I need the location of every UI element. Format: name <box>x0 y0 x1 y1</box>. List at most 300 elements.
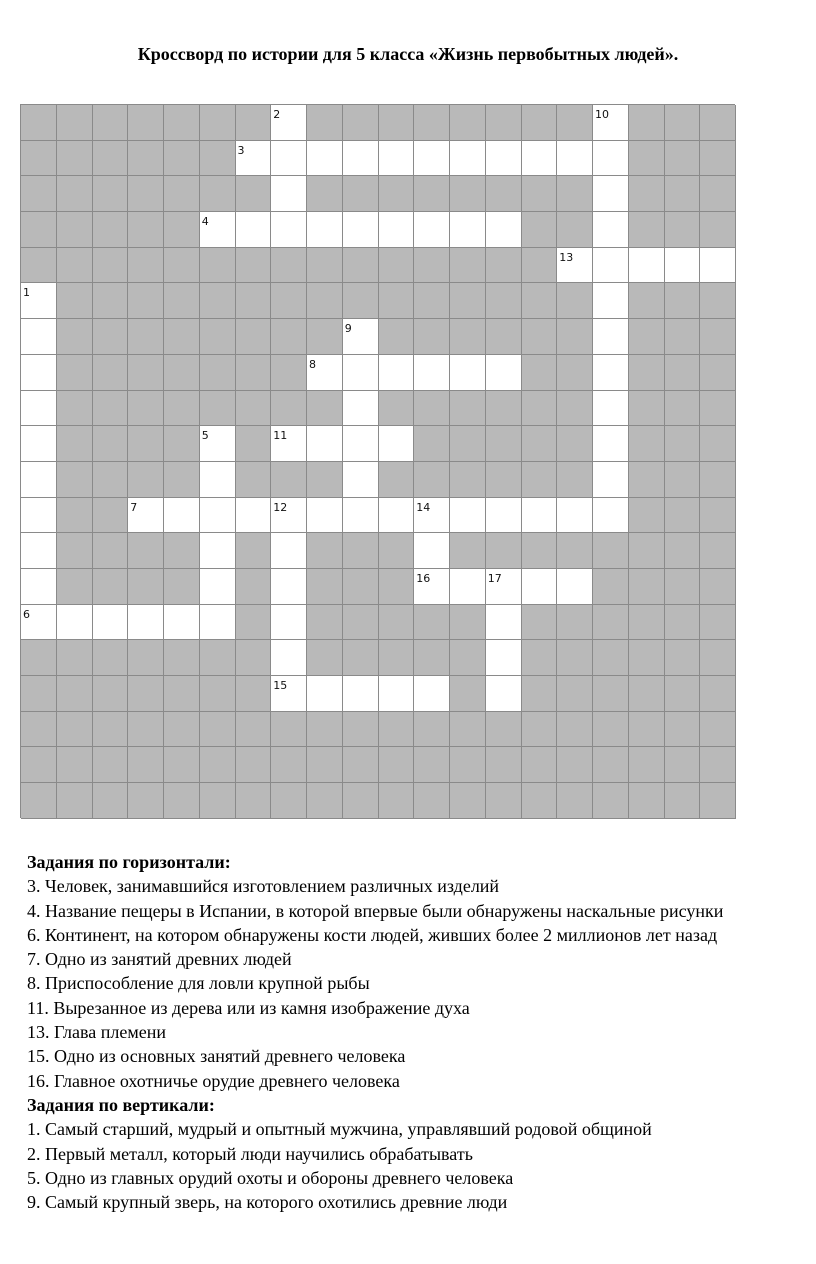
crossword-cell[interactable] <box>522 498 558 534</box>
crossword-blocked-cell <box>236 747 272 783</box>
crossword-grid <box>20 104 735 818</box>
across-clue: 15. Одно из основных занятий древнего человека <box>27 1046 406 1067</box>
crossword-cell[interactable] <box>271 605 307 641</box>
crossword-cell[interactable] <box>164 605 200 641</box>
crossword-cell[interactable] <box>21 498 57 534</box>
crossword-blocked-cell <box>522 783 558 819</box>
crossword-cell[interactable] <box>200 605 236 641</box>
crossword-cell[interactable] <box>271 212 307 248</box>
crossword-blocked-cell <box>128 248 164 284</box>
crossword-blocked-cell <box>414 640 450 676</box>
crossword-cell[interactable] <box>557 498 593 534</box>
crossword-blocked-cell <box>236 640 272 676</box>
crossword-blocked-cell <box>307 462 343 498</box>
crossword-cell[interactable] <box>343 212 379 248</box>
crossword-cell[interactable] <box>593 248 629 284</box>
crossword-cell[interactable] <box>593 355 629 391</box>
crossword-blocked-cell <box>557 391 593 427</box>
crossword-cell[interactable] <box>593 141 629 177</box>
crossword-blocked-cell <box>307 640 343 676</box>
crossword-cell[interactable] <box>307 141 343 177</box>
crossword-blocked-cell <box>128 783 164 819</box>
crossword-blocked-cell <box>93 676 129 712</box>
crossword-cell[interactable] <box>379 355 415 391</box>
crossword-blocked-cell <box>700 462 736 498</box>
crossword-cell[interactable] <box>486 355 522 391</box>
crossword-blocked-cell <box>486 783 522 819</box>
crossword-cell[interactable] <box>343 355 379 391</box>
across-clue: 16. Главное охотничье орудие древнего человека <box>27 1070 400 1091</box>
crossword-blocked-cell <box>307 712 343 748</box>
crossword-blocked-cell <box>164 176 200 212</box>
down-clue: 2. Первый металл, который люди научились обрабатывать <box>27 1143 473 1164</box>
crossword-blocked-cell <box>93 176 129 212</box>
crossword-blocked-cell <box>164 141 200 177</box>
crossword-blocked-cell <box>236 176 272 212</box>
crossword-cell[interactable] <box>271 498 307 534</box>
crossword-blocked-cell <box>522 605 558 641</box>
crossword-cell[interactable] <box>557 569 593 605</box>
crossword-cell[interactable] <box>21 391 57 427</box>
crossword-blocked-cell <box>629 212 665 248</box>
crossword-blocked-cell <box>21 248 57 284</box>
crossword-blocked-cell <box>343 747 379 783</box>
crossword-blocked-cell <box>379 569 415 605</box>
crossword-blocked-cell <box>93 248 129 284</box>
crossword-cell[interactable] <box>486 498 522 534</box>
crossword-cell[interactable] <box>379 498 415 534</box>
crossword-blocked-cell <box>593 783 629 819</box>
crossword-blocked-cell <box>236 783 272 819</box>
crossword-blocked-cell <box>164 712 200 748</box>
crossword-blocked-cell <box>665 391 701 427</box>
clue-number: 3 <box>237 143 245 157</box>
crossword-blocked-cell <box>486 319 522 355</box>
crossword-blocked-cell <box>665 176 701 212</box>
crossword-blocked-cell <box>557 212 593 248</box>
crossword-blocked-cell <box>700 355 736 391</box>
crossword-blocked-cell <box>450 248 486 284</box>
crossword-cell[interactable] <box>414 676 450 712</box>
crossword-blocked-cell <box>557 533 593 569</box>
crossword-blocked-cell <box>629 747 665 783</box>
crossword-blocked-cell <box>414 605 450 641</box>
crossword-cell[interactable] <box>486 141 522 177</box>
crossword-blocked-cell <box>665 640 701 676</box>
crossword-cell[interactable] <box>486 569 522 605</box>
crossword-blocked-cell <box>271 355 307 391</box>
crossword-blocked-cell <box>307 533 343 569</box>
crossword-blocked-cell <box>93 533 129 569</box>
crossword-cell[interactable] <box>593 426 629 462</box>
crossword-blocked-cell <box>665 141 701 177</box>
crossword-blocked-cell <box>164 426 200 462</box>
crossword-blocked-cell <box>700 498 736 534</box>
crossword-blocked-cell <box>593 712 629 748</box>
crossword-blocked-cell <box>700 212 736 248</box>
crossword-blocked-cell <box>128 141 164 177</box>
crossword-blocked-cell <box>700 783 736 819</box>
crossword-blocked-cell <box>343 640 379 676</box>
crossword-blocked-cell <box>522 426 558 462</box>
crossword-blocked-cell <box>665 533 701 569</box>
crossword-blocked-cell <box>629 462 665 498</box>
crossword-blocked-cell <box>450 605 486 641</box>
crossword-cell[interactable] <box>343 319 379 355</box>
crossword-cell[interactable] <box>307 212 343 248</box>
crossword-blocked-cell <box>236 533 272 569</box>
crossword-cell[interactable] <box>271 533 307 569</box>
crossword-blocked-cell <box>379 176 415 212</box>
crossword-cell[interactable] <box>21 283 57 319</box>
crossword-blocked-cell <box>414 319 450 355</box>
crossword-cell[interactable] <box>57 605 93 641</box>
crossword-blocked-cell <box>200 783 236 819</box>
crossword-cell[interactable] <box>593 498 629 534</box>
crossword-blocked-cell <box>700 676 736 712</box>
crossword-cell[interactable] <box>593 391 629 427</box>
crossword-blocked-cell <box>379 283 415 319</box>
crossword-blocked-cell <box>450 747 486 783</box>
crossword-cell[interactable] <box>665 248 701 284</box>
clue-number: 1 <box>23 286 30 300</box>
crossword-cell[interactable] <box>128 605 164 641</box>
across-clue: 13. Глава племени <box>27 1022 167 1043</box>
crossword-blocked-cell <box>379 391 415 427</box>
crossword-blocked-cell <box>57 319 93 355</box>
crossword-cell[interactable] <box>128 498 164 534</box>
crossword-cell[interactable] <box>21 462 57 498</box>
crossword-cell[interactable] <box>236 498 272 534</box>
across-clue: 7. Одно из занятий древних людей <box>27 949 292 970</box>
crossword-blocked-cell <box>93 212 129 248</box>
crossword-blocked-cell <box>522 747 558 783</box>
crossword-blocked-cell <box>21 712 57 748</box>
crossword-blocked-cell <box>307 747 343 783</box>
crossword-blocked-cell <box>93 569 129 605</box>
crossword-blocked-cell <box>379 747 415 783</box>
crossword-blocked-cell <box>343 783 379 819</box>
crossword-blocked-cell <box>522 212 558 248</box>
crossword-cell[interactable] <box>450 355 486 391</box>
crossword-blocked-cell <box>450 783 486 819</box>
across-clue: 3. Человек, занимавшийся изготовлением различных изделий <box>27 876 500 897</box>
crossword-blocked-cell <box>414 462 450 498</box>
crossword-blocked-cell <box>343 105 379 141</box>
crossword-blocked-cell <box>450 426 486 462</box>
crossword-blocked-cell <box>271 712 307 748</box>
crossword-blocked-cell <box>57 141 93 177</box>
crossword-cell[interactable] <box>93 605 129 641</box>
clue-number: 10 <box>595 108 609 121</box>
crossword-cell[interactable] <box>593 462 629 498</box>
crossword-blocked-cell <box>450 640 486 676</box>
crossword-blocked-cell <box>414 176 450 212</box>
crossword-cell[interactable] <box>486 605 522 641</box>
crossword-cell[interactable] <box>21 605 57 641</box>
crossword-cell[interactable] <box>343 498 379 534</box>
crossword-cell[interactable] <box>414 212 450 248</box>
crossword-cell[interactable] <box>200 212 236 248</box>
crossword-cell[interactable] <box>271 176 307 212</box>
crossword-blocked-cell <box>21 176 57 212</box>
crossword-cell[interactable] <box>271 640 307 676</box>
crossword-blocked-cell <box>164 319 200 355</box>
crossword-blocked-cell <box>128 426 164 462</box>
crossword-blocked-cell <box>700 605 736 641</box>
crossword-blocked-cell <box>629 176 665 212</box>
crossword-cell[interactable] <box>450 569 486 605</box>
crossword-blocked-cell <box>21 105 57 141</box>
crossword-blocked-cell <box>57 212 93 248</box>
crossword-blocked-cell <box>164 676 200 712</box>
crossword-blocked-cell <box>128 533 164 569</box>
crossword-blocked-cell <box>522 248 558 284</box>
crossword-cell[interactable] <box>21 319 57 355</box>
crossword-cell[interactable] <box>522 141 558 177</box>
crossword-blocked-cell <box>414 248 450 284</box>
crossword-blocked-cell <box>700 319 736 355</box>
crossword-cell[interactable] <box>557 141 593 177</box>
crossword-blocked-cell <box>522 712 558 748</box>
clue-number: 8 <box>309 357 316 371</box>
crossword-blocked-cell <box>271 462 307 498</box>
crossword-cell[interactable] <box>343 462 379 498</box>
crossword-cell[interactable] <box>21 426 57 462</box>
crossword-blocked-cell <box>665 462 701 498</box>
crossword-cell[interactable] <box>21 355 57 391</box>
crossword-blocked-cell <box>557 176 593 212</box>
crossword-cell[interactable] <box>486 676 522 712</box>
crossword-blocked-cell <box>57 391 93 427</box>
crossword-blocked-cell <box>665 783 701 819</box>
crossword-blocked-cell <box>379 783 415 819</box>
crossword-cell[interactable] <box>379 141 415 177</box>
crossword-cell[interactable] <box>343 676 379 712</box>
crossword-blocked-cell <box>700 640 736 676</box>
crossword-blocked-cell <box>379 640 415 676</box>
crossword-blocked-cell <box>93 391 129 427</box>
crossword-blocked-cell <box>665 569 701 605</box>
crossword-blocked-cell <box>93 141 129 177</box>
crossword-cell[interactable] <box>200 426 236 462</box>
crossword-cell[interactable] <box>593 283 629 319</box>
crossword-blocked-cell <box>200 640 236 676</box>
crossword-blocked-cell <box>629 605 665 641</box>
crossword-cell[interactable] <box>200 569 236 605</box>
crossword-blocked-cell <box>700 141 736 177</box>
crossword-blocked-cell <box>343 712 379 748</box>
crossword-blocked-cell <box>93 355 129 391</box>
crossword-blocked-cell <box>57 533 93 569</box>
crossword-blocked-cell <box>164 283 200 319</box>
crossword-cell[interactable] <box>414 569 450 605</box>
clue-number: 16 <box>416 571 431 585</box>
crossword-blocked-cell <box>200 319 236 355</box>
crossword-blocked-cell <box>557 747 593 783</box>
down-heading: Задания по вертикали: <box>27 1094 215 1115</box>
crossword-blocked-cell <box>522 105 558 141</box>
crossword-blocked-cell <box>21 747 57 783</box>
crossword-cell[interactable] <box>414 355 450 391</box>
crossword-blocked-cell <box>665 212 701 248</box>
crossword-cell[interactable] <box>414 498 450 534</box>
crossword-blocked-cell <box>629 283 665 319</box>
crossword-cell[interactable] <box>450 498 486 534</box>
crossword-cell[interactable] <box>343 391 379 427</box>
crossword-cell[interactable] <box>271 426 307 462</box>
crossword-blocked-cell <box>379 462 415 498</box>
crossword-blocked-cell <box>57 176 93 212</box>
clue-number: 12 <box>273 500 288 514</box>
crossword-cell[interactable] <box>200 462 236 498</box>
crossword-cell[interactable] <box>629 248 665 284</box>
crossword-blocked-cell <box>700 569 736 605</box>
crossword-blocked-cell <box>200 391 236 427</box>
crossword-blocked-cell <box>200 676 236 712</box>
crossword-cell[interactable] <box>450 212 486 248</box>
crossword-blocked-cell <box>128 212 164 248</box>
crossword-blocked-cell <box>486 105 522 141</box>
crossword-cell[interactable] <box>700 248 736 284</box>
crossword-cell[interactable] <box>271 105 307 141</box>
crossword-cell[interactable] <box>379 426 415 462</box>
crossword-blocked-cell <box>164 105 200 141</box>
crossword-blocked-cell <box>700 426 736 462</box>
crossword-cell[interactable] <box>414 141 450 177</box>
crossword-cell[interactable] <box>236 212 272 248</box>
crossword-blocked-cell <box>665 712 701 748</box>
crossword-blocked-cell <box>307 176 343 212</box>
crossword-blocked-cell <box>307 248 343 284</box>
clue-number: 11 <box>273 429 288 443</box>
crossword-blocked-cell <box>271 248 307 284</box>
crossword-cell[interactable] <box>200 533 236 569</box>
crossword-cell[interactable] <box>307 676 343 712</box>
crossword-blocked-cell <box>486 426 522 462</box>
crossword-blocked-cell <box>93 640 129 676</box>
crossword-cell[interactable] <box>307 426 343 462</box>
crossword-blocked-cell <box>665 105 701 141</box>
crossword-cell[interactable] <box>271 676 307 712</box>
crossword-blocked-cell <box>57 640 93 676</box>
crossword-blocked-cell <box>379 533 415 569</box>
crossword-blocked-cell <box>164 747 200 783</box>
crossword-blocked-cell <box>414 283 450 319</box>
crossword-blocked-cell <box>665 676 701 712</box>
crossword-cell[interactable] <box>21 533 57 569</box>
crossword-blocked-cell <box>629 640 665 676</box>
crossword-cell[interactable] <box>200 498 236 534</box>
crossword-cell[interactable] <box>343 141 379 177</box>
crossword-blocked-cell <box>414 105 450 141</box>
crossword-blocked-cell <box>450 319 486 355</box>
crossword-blocked-cell <box>593 569 629 605</box>
crossword-blocked-cell <box>629 676 665 712</box>
crossword-cell[interactable] <box>593 105 629 141</box>
crossword-cell[interactable] <box>593 212 629 248</box>
crossword-blocked-cell <box>343 533 379 569</box>
across-heading: Задания по горизонтали: <box>27 852 231 872</box>
crossword-blocked-cell <box>271 391 307 427</box>
crossword-blocked-cell <box>665 283 701 319</box>
crossword-blocked-cell <box>486 462 522 498</box>
crossword-cell[interactable] <box>343 426 379 462</box>
crossword-blocked-cell <box>414 747 450 783</box>
crossword-cell[interactable] <box>236 141 272 177</box>
crossword-blocked-cell <box>379 319 415 355</box>
crossword-blocked-cell <box>236 462 272 498</box>
crossword-blocked-cell <box>200 712 236 748</box>
crossword-blocked-cell <box>629 355 665 391</box>
crossword-cell[interactable] <box>307 498 343 534</box>
crossword-blocked-cell <box>164 533 200 569</box>
crossword-blocked-cell <box>57 105 93 141</box>
crossword-blocked-cell <box>57 355 93 391</box>
crossword-blocked-cell <box>271 319 307 355</box>
crossword-cell[interactable] <box>557 248 593 284</box>
crossword-blocked-cell <box>414 783 450 819</box>
crossword-cell[interactable] <box>21 569 57 605</box>
crossword-blocked-cell <box>343 605 379 641</box>
crossword-blocked-cell <box>307 569 343 605</box>
crossword-blocked-cell <box>236 248 272 284</box>
crossword-blocked-cell <box>164 355 200 391</box>
crossword-blocked-cell <box>700 747 736 783</box>
crossword-cell[interactable] <box>271 569 307 605</box>
crossword-cell[interactable] <box>486 212 522 248</box>
crossword-cell[interactable] <box>414 533 450 569</box>
crossword-cell[interactable] <box>379 212 415 248</box>
crossword-blocked-cell <box>486 176 522 212</box>
across-clue: 6. Континент, на котором обнаружены кости людей, живших более 2 миллионов лет назад <box>27 924 718 945</box>
crossword-blocked-cell <box>522 355 558 391</box>
crossword-cell[interactable] <box>522 569 558 605</box>
crossword-blocked-cell <box>343 283 379 319</box>
crossword-blocked-cell <box>93 426 129 462</box>
crossword-cell[interactable] <box>450 141 486 177</box>
crossword-blocked-cell <box>414 712 450 748</box>
crossword-cell[interactable] <box>307 355 343 391</box>
crossword-blocked-cell <box>21 783 57 819</box>
across-clue: 4. Название пещеры в Испании, в которой впервые были обнаружены наскальные рисунки <box>27 900 724 921</box>
crossword-blocked-cell <box>629 319 665 355</box>
crossword-cell[interactable] <box>486 640 522 676</box>
clues-section <box>0 850 816 1214</box>
crossword-blocked-cell <box>450 462 486 498</box>
crossword-cell[interactable] <box>593 176 629 212</box>
crossword-blocked-cell <box>57 712 93 748</box>
page-title: Кроссворд по истории для 5 класса «Жизнь первобытных людей». <box>137 44 679 64</box>
crossword-blocked-cell <box>21 640 57 676</box>
crossword-blocked-cell <box>629 783 665 819</box>
crossword-blocked-cell <box>629 533 665 569</box>
crossword-blocked-cell <box>557 105 593 141</box>
crossword-blocked-cell <box>665 355 701 391</box>
crossword-blocked-cell <box>164 391 200 427</box>
crossword-blocked-cell <box>700 712 736 748</box>
crossword-blocked-cell <box>522 462 558 498</box>
crossword-blocked-cell <box>128 355 164 391</box>
crossword-cell[interactable] <box>593 319 629 355</box>
crossword-cell[interactable] <box>271 141 307 177</box>
crossword-blocked-cell <box>700 105 736 141</box>
crossword-cell[interactable] <box>379 676 415 712</box>
crossword-cell[interactable] <box>164 498 200 534</box>
crossword-blocked-cell <box>57 283 93 319</box>
crossword-blocked-cell <box>557 355 593 391</box>
crossword-blocked-cell <box>343 569 379 605</box>
